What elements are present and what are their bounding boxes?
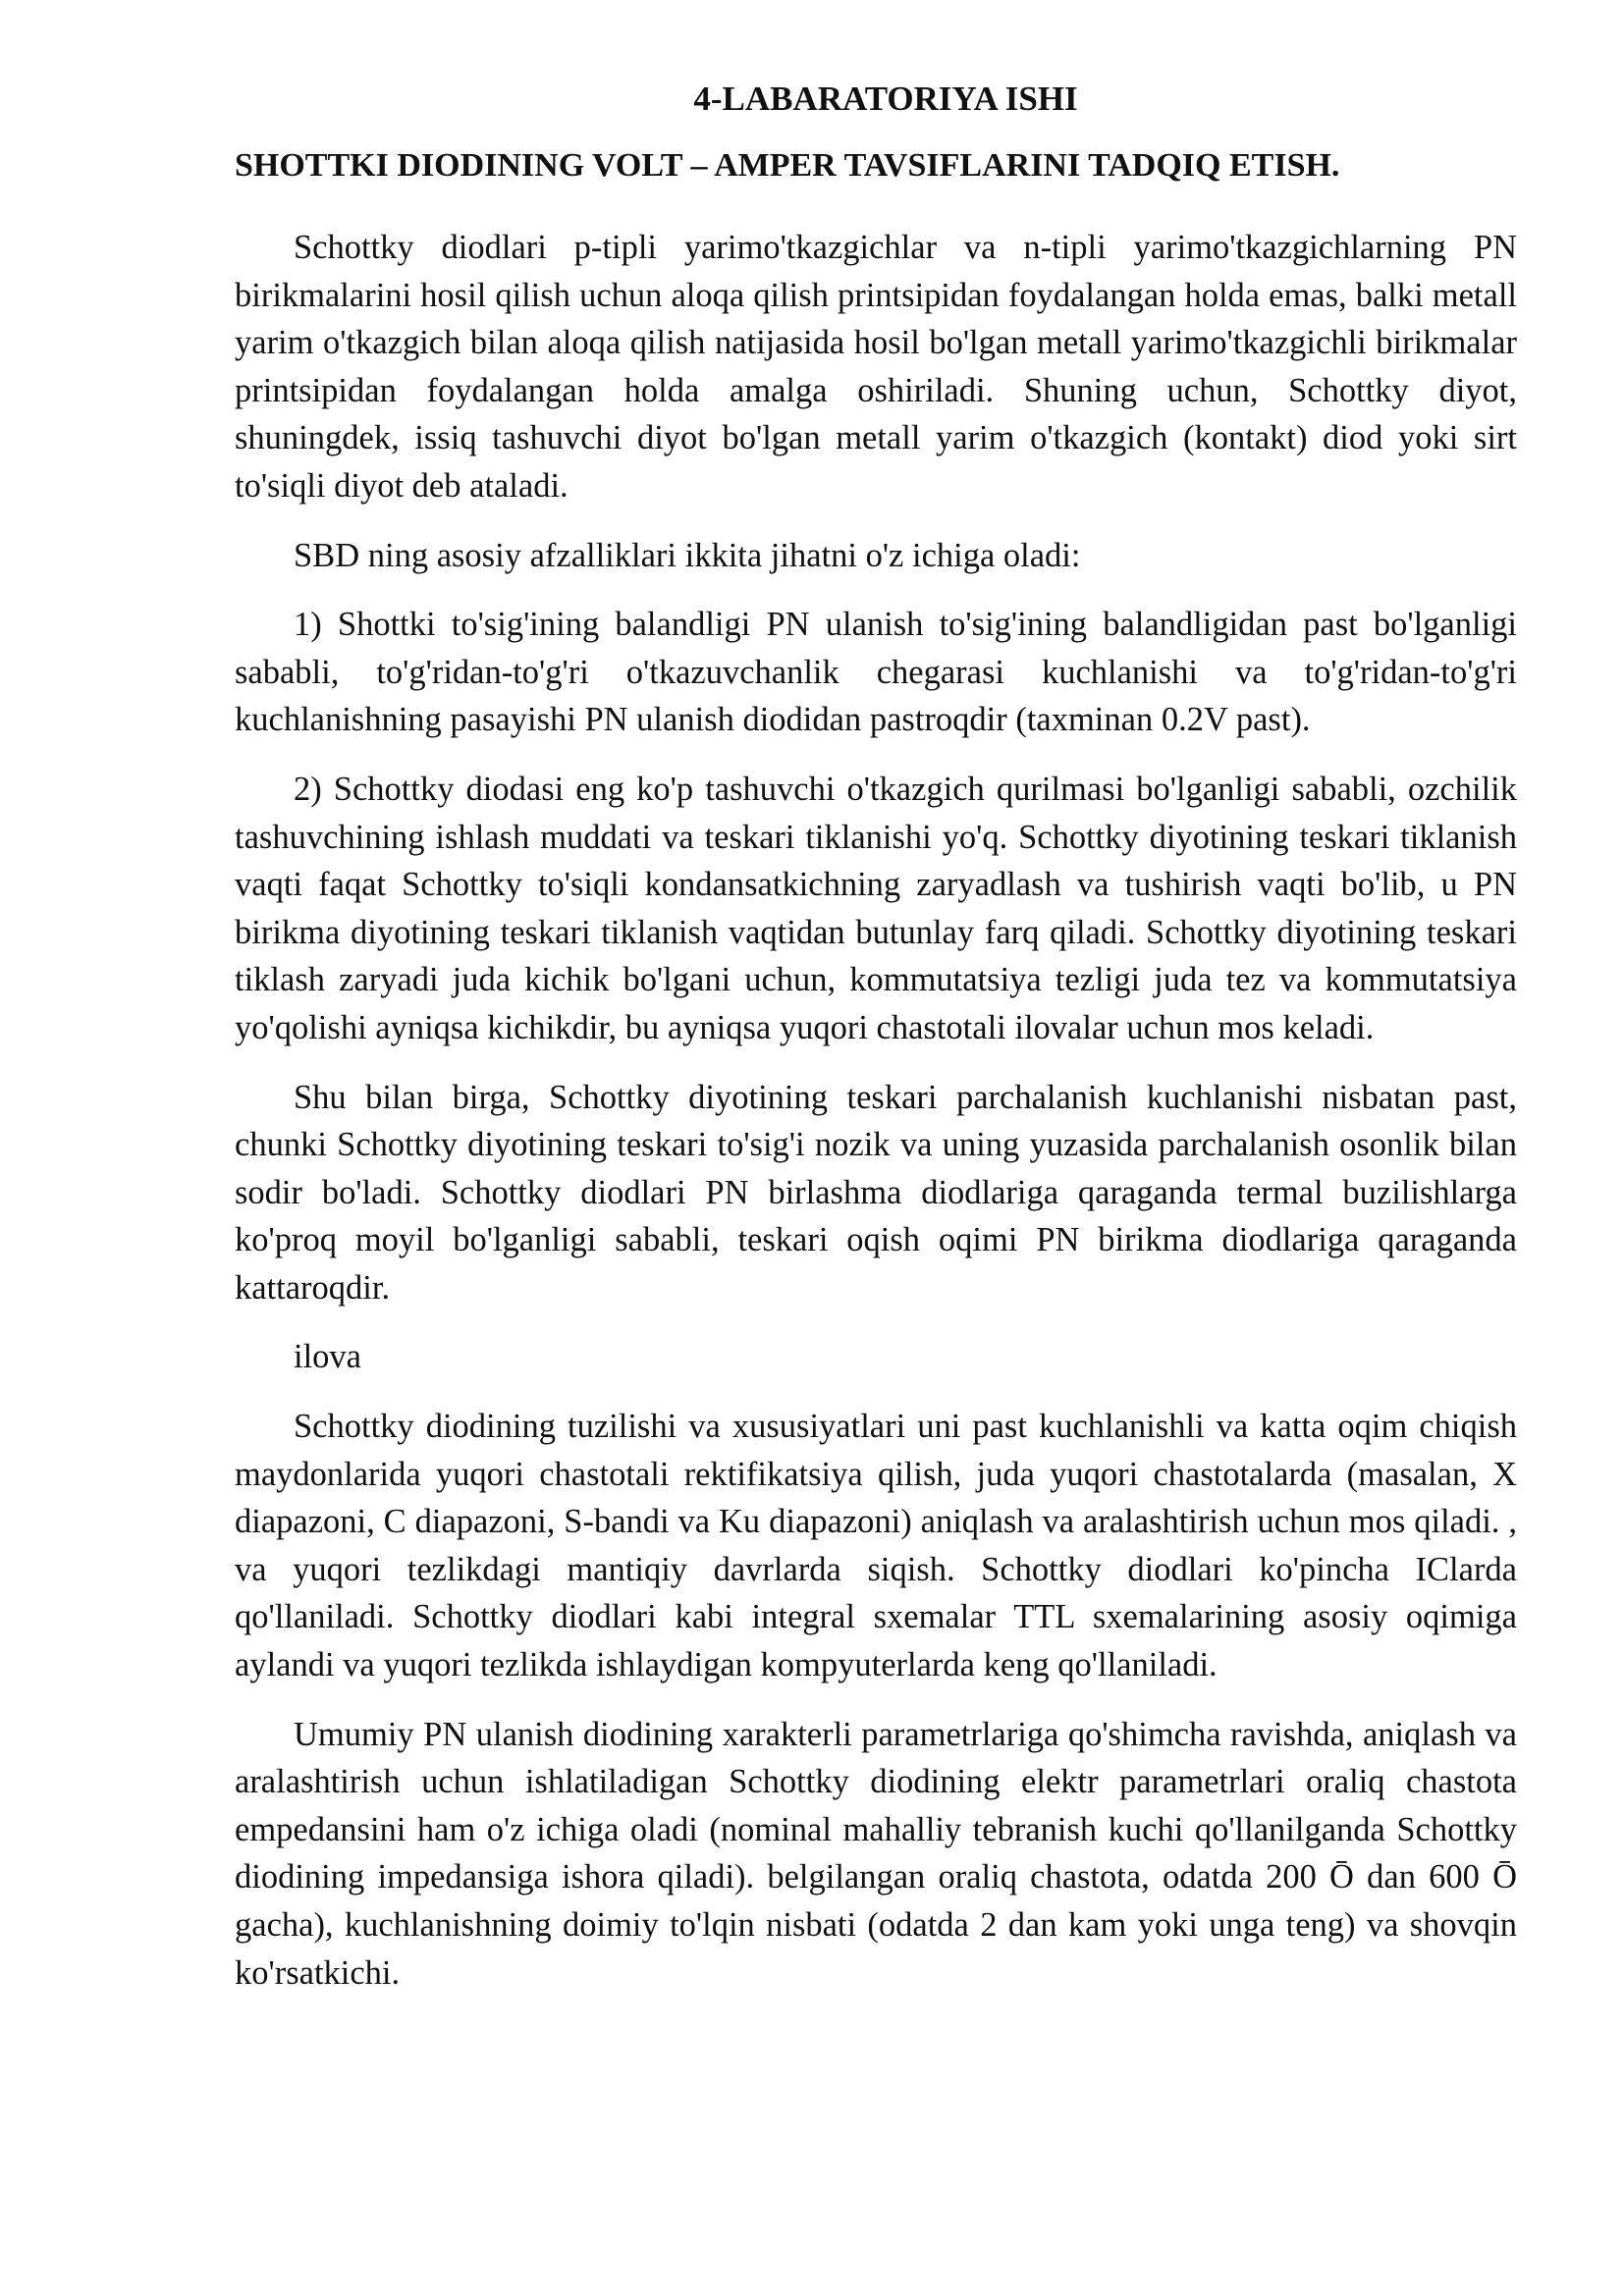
document-body xyxy=(235,224,1517,1997)
paragraph-advantage-1: 1) Shottki to'sig'ining balandligi PN ulanish to'sig'ining balandligidan past bo'lganligi sababli, to'g'ridan-to'g'ri o'tkazuvchanlik chegarasi kuchlanishi va to'g'ridan-to'g'ri kuchlanishning pasayishi PN ulanish diodidan pastroqdir (taxminan 0.2V past). xyxy=(235,606,1517,739)
paragraph-advantages-lead: SBD ning asosiy afzalliklari ikkita jihatni o'z ichiga oladi: xyxy=(294,536,1081,574)
section-heading-ilova: ilova xyxy=(294,1338,361,1376)
paragraph-intro: Schottky diodlari p-tipli yarimo'tkazgichlar va n-tipli yarimo'tkazgichlarning PN birikmalarini hosil qilish uchun aloqa qilish printsipidan foydalangan holda emas, balki metall yarim o'tkazgich bilan aloqa qilish natijasida hosil bo'lgan metall yarimo'tkazgichli birikmalar printsipidan foydalangan holda amalga oshiriladi. Shuning uchun, Schottky diyot, shuningdek, issiq tashuvchi diyot bo'lgan metall yarim o'tkazgich (kontakt) diod yoki sirt to'siqli diyot deb ataladi. xyxy=(235,229,1517,505)
paragraph-drawbacks: Shu bilan birga, Schottky diyotining teskari parchalanish kuchlanishi nisbatan past, chunki Schottky diyotining teskari to'sig'i nozik va uning yuzasida parchalanish osonlik bilan sodir bo'ladi. Schottky diodlari PN birlashma diodlariga qaraganda termal buzilishlarga ko'proq moyil bo'lganligi sababli, teskari oqish oqimi PN birikma diodlariga qaraganda kattaroqdir. xyxy=(235,1078,1517,1307)
document-page xyxy=(235,77,1517,2018)
paragraph-advantage-2: 2) Schottky diodasi eng ko'p tashuvchi o'tkazgich qurilmasi bo'lganligi sababli, ozchilik tashuvchining ishlash muddati va teskari tiklanishi yo'q. Schottky diyotining teskari tiklanish vaqti faqat Schottky to'siqli kondansatkichning zaryadlash va tushirish vaqti bo'lib, u PN birikma diyotining teskari tiklanish vaqtidan butunlay farq qiladi. Schottky diyotining teskari tiklash zaryadi juda kichik bo'lgani uchun, kommutatsiya tezligi juda tez va kommutatsiya yo'qolishi ayniqsa kichikdir, bu ayniqsa yuqori chastotali ilovalar uchun mos keladi. xyxy=(235,770,1517,1046)
document-title: 4-LABARATORIYA ISHI xyxy=(693,80,1078,118)
paragraph-parameters: Umumiy PN ulanish diodining xarakterli parametrlariga qo'shimcha ravishda, aniqlash va aralashtirish uchun ishlatiladigan Schottky diodining elektr parametrlari oraliq chastota empedansini ham o'z ichiga oladi (nominal mahalliy tebranish kuchi qo'llanilganda Schottky diodining impedansiga ishora qiladi). belgilangan oraliq chastota, odatda 200 Ō dan 600 Ō gacha), kuchlanishning doimiy to'lqin nisbati (odatda 2 dan kam yoki unga teng) va shovqin ko'rsatkichi. xyxy=(235,1715,1517,1992)
document-subtitle: SHOTTKI DIODINING VOLT – AMPER TAVSIFLARINI TADQIQ ETISH. xyxy=(235,147,1340,184)
paragraph-applications: Schottky diodining tuzilishi va xususiyatlari uni past kuchlanishli va katta oqim chiqish maydonlarida yuqori chastotali rektifikatsiya qilish, juda yuqori chastotalarda (masalan, X diapazoni, C diapazoni, S-bandi va Ku diapazoni) aniqlash va aralashtirish uchun mos qiladi. , va yuqori tezlikdagi mantiqiy davrlarda siqish. Schottky diodlari ko'pincha IClarda qo'llaniladi. Schottky diodlari kabi integral sxemalar TTL sxemalarining asosiy oqimiga aylandi va yuqori tezlikda ishlaydigan kompyuterlarda keng qo'llaniladi. xyxy=(235,1408,1517,1684)
